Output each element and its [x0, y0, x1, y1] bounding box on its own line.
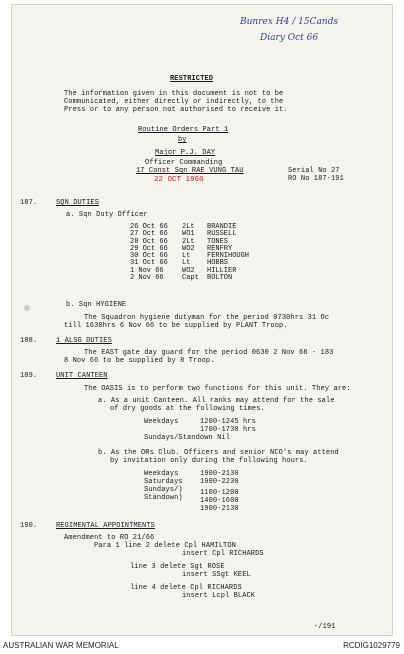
duty-date: 27 Oct 66: [130, 230, 168, 239]
item-189-number: 189.: [20, 372, 38, 380]
handwritten-note-line1: Bunrex H4 / 15Cands: [240, 17, 338, 27]
duty-rank: 2Lt: [182, 237, 195, 246]
canteen-a-day: Weekdays: [144, 418, 179, 426]
duty-rank: Lt: [182, 252, 191, 261]
item-188-heading: 1 ALSG DUTIES: [56, 337, 112, 345]
duty-date: 2 Nov 66: [130, 274, 164, 283]
item-190-heading: REGIMENTAL APPOINTMENTS: [56, 522, 155, 530]
punch-hole: [24, 305, 30, 311]
duty-rank: 2Lt: [182, 223, 195, 231]
caveat-line-1: The information given in this document is not to be: [64, 90, 284, 98]
duty-rank: WO2: [182, 244, 195, 253]
ro-number: RO No 187-191: [288, 175, 344, 183]
date-stamp: 22 OCT 1966: [154, 176, 204, 184]
document-page: [11, 4, 393, 636]
issuer-unit: 17 Const Sqn RAE VUNG TAU: [136, 167, 244, 175]
issuer-role: Officer Commanding: [145, 159, 223, 167]
duty-date: 1 Nov 66: [130, 266, 164, 275]
duty-date: 26 Oct 66: [130, 223, 168, 231]
caveat-line-2: Communicated, either directly or indirectly, to the: [64, 98, 284, 106]
canteen-b-line-1: b. As the ORs Club. Officers and senior NCO's may attend: [98, 449, 339, 457]
amendment-line: line 3 delete Sgt ROSE: [130, 563, 225, 571]
duty-name: BRANDIE: [207, 223, 237, 231]
canteen-a-time: 1700-1730 hrs: [200, 426, 256, 434]
issuer-name: Major P.J. DAY: [155, 149, 216, 157]
duty-name: FERNIHOUGH: [207, 252, 250, 261]
amendment-para: Para 1 line 2 delete Cpl HAMILTON: [94, 542, 236, 550]
item-187-sub-b: b. Sqn HYGIENE: [66, 301, 127, 309]
canteen-b-time: 1900-2230: [200, 478, 239, 486]
caveat-line-3: Press or to any person not authorised to receive it.: [64, 106, 288, 114]
duty-officer-table: [130, 224, 249, 282]
canteen-a-time: 1200-1245 hrs: [200, 418, 256, 426]
duty-date: 28 Oct 66: [130, 237, 168, 246]
duty-name: HILLIER: [207, 266, 237, 275]
footer-record-id: RCDIG1029779: [343, 641, 400, 650]
table-row: [130, 275, 249, 282]
duty-date: 31 Oct 66: [130, 259, 168, 268]
canteen-b-time: 1900-2130: [200, 470, 239, 478]
duty-name: RUSSELL: [207, 230, 237, 239]
duty-rank: Capt: [182, 274, 199, 283]
by-label: by: [178, 136, 187, 144]
duty-rank: WO2: [182, 266, 195, 275]
canteen-b-line-2: by invitation only during the following hours.: [110, 457, 308, 465]
canteen-b-day: Sundays/): [144, 486, 183, 494]
canteen-b-day: Standown): [144, 494, 183, 502]
amendment-ref: Amendment to RO 21/66: [64, 534, 155, 542]
duty-name: TONES: [207, 237, 229, 246]
duty-rank: Lt: [182, 259, 191, 268]
canteen-b-time: 1400-1600: [200, 497, 239, 505]
canteen-a-day: Sundays/Standown Nil: [144, 434, 231, 442]
item-190-number: 190.: [20, 522, 38, 530]
item-187-heading: SQN DUTIES: [56, 199, 100, 207]
duty-name: BOLTON: [207, 274, 233, 283]
footer-archive-name: AUSTRALIAN WAR MEMORIAL: [3, 641, 119, 650]
duty-rank: WO1: [182, 230, 195, 239]
classification-heading: RESTRICTED: [170, 75, 214, 83]
amendment-line: insert Lcpl BLACK: [182, 592, 256, 600]
serial-number: Serial No 27: [288, 167, 340, 175]
duty-date: 29 Oct 66: [130, 244, 168, 253]
canteen-b-day: Weekdays: [144, 470, 179, 478]
duty-name: HOBBS: [207, 259, 229, 268]
guard-text-line-2: 8 Nov 66 to be supplied by 8 Troop.: [64, 357, 215, 365]
canteen-b-day: Saturdays: [144, 478, 183, 486]
hygiene-text-line-1: The Squadron hygiene dutyman for the period 0730hrs 31 Oc: [84, 314, 330, 322]
orders-title: Routine Orders Part 1: [138, 126, 229, 134]
guard-text-line-1: The EAST gate day guard for the period 0630 2 Nov 66 - 183: [84, 349, 334, 357]
item-187-number: 187.: [20, 199, 38, 207]
amendment-line: line 4 delete Cpl RICHARDS: [130, 584, 242, 592]
amendment-line: insert SSgt KEEL: [182, 571, 251, 579]
canteen-a-line-1: a. As a unit Canteen. All ranks may attend for the sale: [98, 397, 335, 405]
duty-date: 30 Oct 66: [130, 252, 168, 261]
amendment-line: insert Cpl RICHARDS: [182, 550, 264, 558]
item-189-heading: UNIT CANTEEN: [56, 372, 108, 380]
canteen-intro: The OASIS is to perform two functions for this unit. They are:: [84, 385, 351, 393]
item-187-sub-a: a. Sqn Duty Officer: [66, 211, 148, 219]
duty-name: RENFRY: [207, 244, 233, 253]
handwritten-note-line2: Diary Oct 66: [260, 33, 319, 43]
canteen-b-time: 1100-1200: [200, 489, 239, 497]
item-188-number: 188.: [20, 337, 38, 345]
canteen-a-line-2: of dry goods at the following times.: [110, 405, 265, 413]
canteen-b-time: 1900-2130: [200, 505, 239, 513]
page-marker: -/191: [314, 623, 336, 631]
hygiene-text-line-2: till 1630hrs 6 Nov 66 to be supplied by PLANT Troop.: [64, 322, 288, 330]
